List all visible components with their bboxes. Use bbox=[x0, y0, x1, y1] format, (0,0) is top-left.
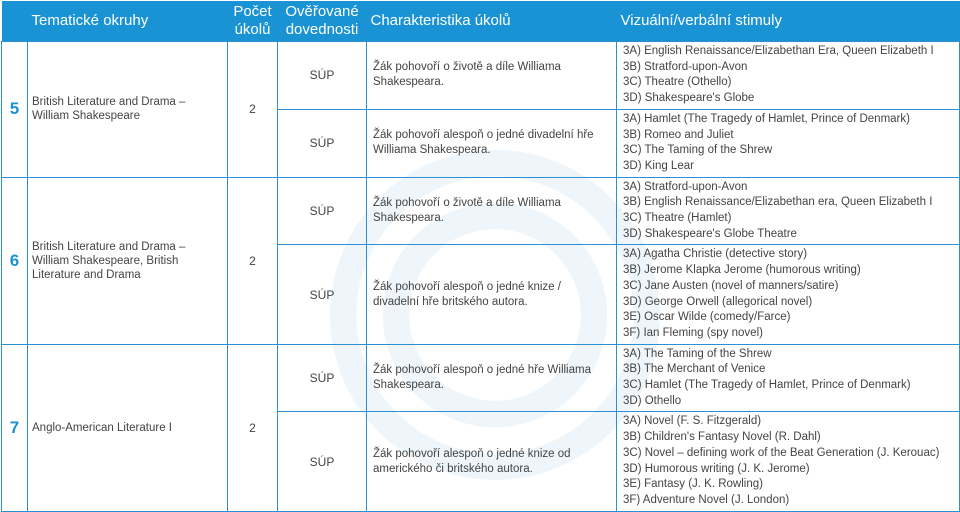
stimulus-item: 3D) Humorous writing (J. K. Jerome) bbox=[623, 462, 810, 475]
stimulus-item: 3A) Agatha Christie (detective story) bbox=[623, 248, 808, 261]
stimulus-item: 3D) Shakespeare's Globe bbox=[623, 92, 755, 105]
header-row bbox=[2, 1, 960, 42]
stimuli-cell bbox=[617, 42, 960, 110]
stimulus-item: 3B) Children's Fantasy Novel (R. Dahl) bbox=[623, 431, 821, 444]
stimulus-item: 3A) Novel (F. S. Fitzgerald) bbox=[623, 415, 762, 428]
stimuli-cell bbox=[617, 109, 960, 177]
stimulus-item: 3A) Hamlet (The Tragedy of Hamlet, Prince of Denmark) bbox=[623, 112, 910, 125]
table-row bbox=[2, 42, 960, 110]
task-description: Žák pohovoří o životě a díle Williama Shakespeara. bbox=[367, 177, 617, 245]
stimulus-item: 3F) Adventure Novel (J. London) bbox=[623, 493, 790, 506]
topic-cell: Anglo-American Literature I bbox=[28, 344, 228, 511]
stimulus-item: 3A) English Renaissance/Elizabethan Era, Queen Elizabeth I bbox=[623, 45, 934, 57]
topic-cell: British Literature and Drama – William Shakespeare, British Literature and Drama bbox=[28, 177, 228, 344]
skill-cell: SÚP bbox=[278, 245, 367, 344]
header-skills: Ověřované dovednosti bbox=[278, 1, 367, 42]
stimulus-item: 3D) George Orwell (allegorical novel) bbox=[623, 295, 813, 308]
stimulus-item: 3C) Jane Austen (novel of manners/satire) bbox=[623, 279, 839, 292]
task-description: Žák pohovoří alespoň o jedné divadelní hře Williama Shakespeara. bbox=[367, 109, 617, 177]
stimulus-item: 3B) Romeo and Juliet bbox=[623, 128, 734, 141]
stimulus-item: 3B) English Renaissance/Elizabethan era, Queen Elizabeth I bbox=[623, 196, 933, 209]
stimulus-item: 3D) Shakespeare's Globe Theatre bbox=[623, 227, 797, 240]
task-description: Žák pohovoří alespoň o jedné knize / divadelní hře britského autora. bbox=[367, 245, 617, 344]
stimuli-cell bbox=[617, 412, 960, 511]
stimulus-item: 3B) The Merchant of Venice bbox=[623, 363, 766, 376]
header-tasks: Charakteristika úkolů bbox=[367, 1, 617, 42]
stimulus-item: 3C) The Taming of the Shrew bbox=[623, 144, 773, 157]
stimulus-item: 3E) Fantasy (J. K. Rowling) bbox=[623, 478, 763, 491]
count-cell: 2 bbox=[228, 42, 278, 178]
header-topics: Tematické okruhy bbox=[28, 1, 228, 42]
header-stimuli: Vizuální/verbální stimuly bbox=[617, 1, 960, 42]
stimulus-item: 3E) Oscar Wilde (comedy/Farce) bbox=[623, 311, 791, 324]
table-row bbox=[2, 177, 960, 245]
stimulus-item: 3F) Ian Fleming (spy novel) bbox=[623, 326, 763, 339]
stimulus-item: 3C) Theatre (Othello) bbox=[623, 76, 732, 89]
stimulus-item: 3B) Stratford-upon-Avon bbox=[623, 60, 748, 73]
skill-cell: SÚP bbox=[278, 412, 367, 511]
row-number: 6 bbox=[2, 177, 28, 344]
count-cell: 2 bbox=[228, 177, 278, 344]
stimuli-cell bbox=[617, 177, 960, 245]
task-description: Žák pohovoří alespoň o jedné knize od amerického či britského autora. bbox=[367, 412, 617, 511]
stimuli-cell bbox=[617, 245, 960, 344]
skill-cell: SÚP bbox=[278, 42, 367, 110]
stimulus-item: 3C) Novel – defining work of the Beat Generation (J. Kerouac) bbox=[623, 446, 940, 459]
task-description: Žák pohovoří alespoň o jedné hře Williama Shakespeara. bbox=[367, 344, 617, 412]
header-num bbox=[2, 1, 28, 42]
stimulus-item: 3D) King Lear bbox=[623, 159, 694, 172]
stimulus-item: 3D) Othello bbox=[623, 394, 682, 407]
stimuli-cell bbox=[617, 344, 960, 412]
skill-cell: SÚP bbox=[278, 177, 367, 245]
task-description: Žák pohovoří o životě a díle Williama Shakespeara. bbox=[367, 42, 617, 110]
stimulus-item: 3C) Hamlet (The Tragedy of Hamlet, Prince of Denmark) bbox=[623, 379, 911, 392]
header-count: Počet úkolů bbox=[228, 1, 278, 42]
stimulus-item: 3C) Theatre (Hamlet) bbox=[623, 212, 732, 225]
stimulus-item: 3A) The Taming of the Shrew bbox=[623, 347, 772, 360]
row-number: 5 bbox=[2, 42, 28, 178]
skill-cell: SÚP bbox=[278, 109, 367, 177]
count-cell: 2 bbox=[228, 344, 278, 511]
topics-table bbox=[1, 1, 960, 512]
topic-cell: British Literature and Drama – William Shakespeare bbox=[28, 42, 228, 178]
stimulus-item: 3A) Stratford-upon-Avon bbox=[623, 180, 748, 193]
row-number: 7 bbox=[2, 344, 28, 511]
table-row bbox=[2, 344, 960, 412]
stimulus-item: 3B) Jerome Klapka Jerome (humorous writing) bbox=[623, 264, 861, 277]
skill-cell: SÚP bbox=[278, 344, 367, 412]
